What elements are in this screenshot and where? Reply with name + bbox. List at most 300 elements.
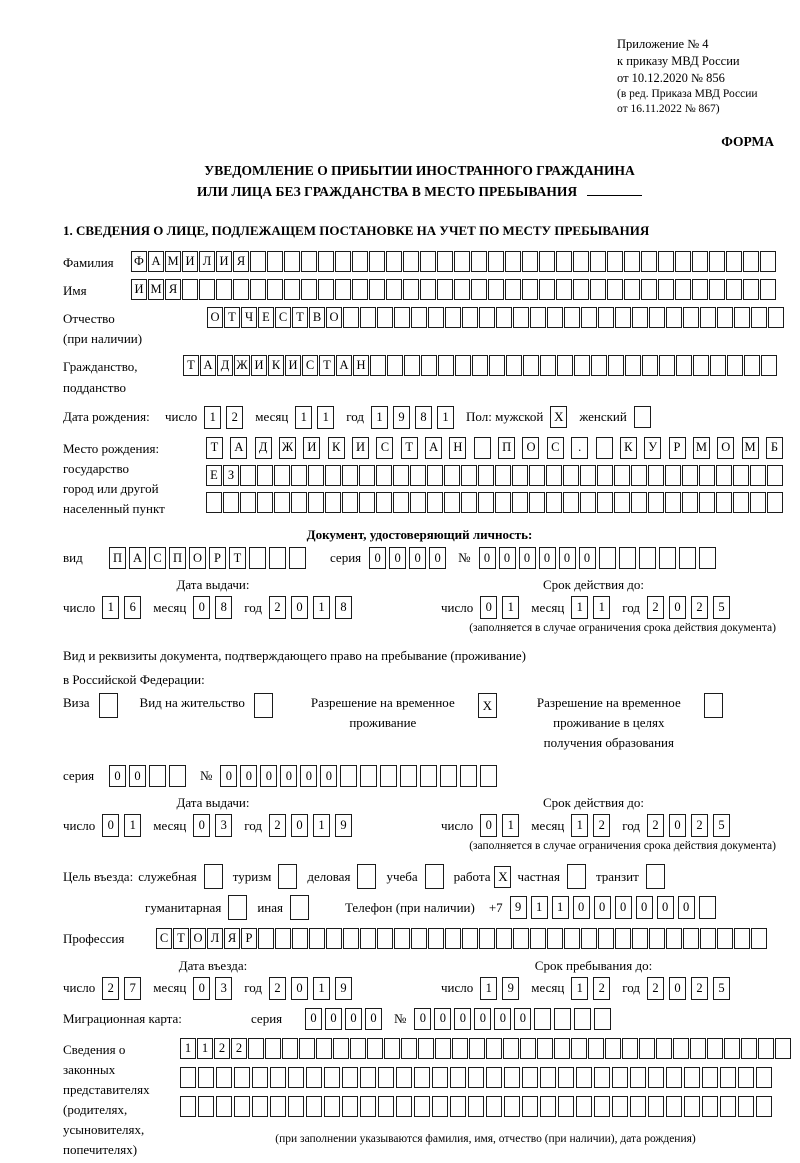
patronymic-cell[interactable] <box>598 307 614 328</box>
surname-cell[interactable] <box>454 251 470 272</box>
id-series-input[interactable] <box>369 547 446 569</box>
birthplace-row1-cell[interactable]: . <box>571 437 588 459</box>
surname-cell[interactable] <box>420 251 436 272</box>
migration-number-cell[interactable]: 0 <box>414 1008 431 1030</box>
birthplace-row3-cell[interactable] <box>733 492 749 513</box>
surname-cell[interactable] <box>539 251 555 272</box>
citizenship-cell[interactable] <box>421 355 437 376</box>
representatives-row2-cell[interactable] <box>612 1067 628 1088</box>
birthplace-row1-cell[interactable]: О <box>522 437 539 459</box>
citizenship-cell[interactable] <box>523 355 539 376</box>
surname-cell[interactable]: И <box>216 251 232 272</box>
patronymic-cell[interactable]: Ч <box>241 307 257 328</box>
profession-cell[interactable]: Р <box>241 928 257 949</box>
representatives-row2-cell[interactable] <box>558 1067 574 1088</box>
citizenship-cell[interactable]: И <box>251 355 267 376</box>
patronymic-cell[interactable] <box>734 307 750 328</box>
residence-valid-day-cell[interactable]: 0 <box>480 814 497 837</box>
citizenship-cell[interactable] <box>744 355 760 376</box>
birthplace-row2-cell[interactable] <box>359 465 375 486</box>
citizenship-cell[interactable]: Н <box>353 355 369 376</box>
migration-number-cell[interactable]: 0 <box>454 1008 471 1030</box>
representatives-row3-cell[interactable] <box>666 1096 682 1117</box>
profession-cell[interactable] <box>377 928 393 949</box>
entry-arrival-month-cell[interactable]: 0 <box>193 977 210 1000</box>
birthplace-row3-cell[interactable] <box>206 492 222 513</box>
birthdate-month-cell[interactable]: 1 <box>317 406 334 429</box>
firstname-cell[interactable] <box>454 279 470 300</box>
patronymic-cell[interactable] <box>513 307 529 328</box>
representatives-row2-cell[interactable] <box>252 1067 268 1088</box>
migration-number-cell[interactable] <box>554 1008 571 1030</box>
id-issue-year-cell[interactable]: 2 <box>269 596 286 619</box>
representatives-row3-cell[interactable] <box>270 1096 286 1117</box>
surname-cell[interactable] <box>658 251 674 272</box>
profession-cell[interactable] <box>717 928 733 949</box>
representatives-row1-cell[interactable] <box>469 1038 485 1059</box>
birthplace-row3-cell[interactable] <box>274 492 290 513</box>
birthplace-row1-cell[interactable]: А <box>425 437 442 459</box>
id-number-cell[interactable] <box>679 547 696 569</box>
patronymic-cell[interactable]: Е <box>258 307 274 328</box>
citizenship-cell[interactable]: Т <box>319 355 335 376</box>
birthdate-day-input[interactable] <box>204 406 243 429</box>
firstname-cell[interactable] <box>182 279 198 300</box>
birthplace-row3-cell[interactable] <box>427 492 443 513</box>
firstname-cell[interactable] <box>573 279 589 300</box>
profession-cell[interactable] <box>547 928 563 949</box>
representatives-row3-cell[interactable] <box>378 1096 394 1117</box>
id-type-cell[interactable] <box>249 547 266 569</box>
representatives-row2-cell[interactable] <box>756 1067 772 1088</box>
citizenship-cell[interactable] <box>693 355 709 376</box>
birthplace-row2-cell[interactable] <box>291 465 307 486</box>
citizenship-cell[interactable] <box>659 355 675 376</box>
residence-number-cell[interactable]: 0 <box>240 765 257 787</box>
id-number-cell[interactable] <box>639 547 656 569</box>
representatives-row1-cell[interactable] <box>758 1038 774 1059</box>
surname-cell[interactable] <box>573 251 589 272</box>
id-number-cell[interactable]: 0 <box>559 547 576 569</box>
residence-valid-year-cell[interactable]: 2 <box>647 814 664 837</box>
birthplace-row3-cell[interactable] <box>529 492 545 513</box>
firstname-cell[interactable] <box>471 279 487 300</box>
residence-number-cell[interactable] <box>480 765 497 787</box>
purpose-opt-inaya-checkbox[interactable] <box>290 895 309 920</box>
surname-cell[interactable]: И <box>182 251 198 272</box>
profession-cell[interactable] <box>666 928 682 949</box>
representatives-row1-cell[interactable]: 2 <box>231 1038 247 1059</box>
id-type-cell[interactable]: О <box>189 547 206 569</box>
representatives-row1-cell[interactable]: 1 <box>180 1038 196 1059</box>
id-issue-day-cell[interactable]: 1 <box>102 596 119 619</box>
entry-arrival-year-cell[interactable]: 1 <box>313 977 330 1000</box>
entry-stay-month-input[interactable] <box>571 977 610 1000</box>
phone-cell[interactable]: 1 <box>531 896 548 919</box>
representatives-row1-cell[interactable] <box>350 1038 366 1059</box>
residence-number-cell[interactable]: 0 <box>260 765 277 787</box>
representatives-row3-cell[interactable] <box>414 1096 430 1117</box>
firstname-cell[interactable] <box>301 279 317 300</box>
profession-cell[interactable] <box>360 928 376 949</box>
birthplace-row1-cell[interactable]: Т <box>401 437 418 459</box>
birthplace-row1-cell[interactable]: Р <box>669 437 686 459</box>
citizenship-cell[interactable] <box>727 355 743 376</box>
representatives-row1-cell[interactable] <box>282 1038 298 1059</box>
surname-cell[interactable] <box>267 251 283 272</box>
birthplace-row3-cell[interactable] <box>478 492 494 513</box>
representatives-row2-cell[interactable] <box>648 1067 664 1088</box>
surname-cell[interactable] <box>318 251 334 272</box>
id-valid-month-cell[interactable]: 1 <box>593 596 610 619</box>
entry-arrival-day-input[interactable] <box>102 977 141 1000</box>
representatives-row3-cell[interactable] <box>504 1096 520 1117</box>
representatives-row3-cell[interactable] <box>198 1096 214 1117</box>
representatives-row1-cell[interactable] <box>639 1038 655 1059</box>
visa-checkbox[interactable] <box>99 693 118 718</box>
citizenship-input[interactable] <box>183 355 777 376</box>
birthplace-row2-cell[interactable] <box>682 465 698 486</box>
surname-cell[interactable]: А <box>148 251 164 272</box>
entry-arrival-day-cell[interactable]: 2 <box>102 977 119 1000</box>
patronymic-cell[interactable]: О <box>207 307 223 328</box>
representatives-row1-cell[interactable] <box>622 1038 638 1059</box>
representatives-row2-cell[interactable] <box>450 1067 466 1088</box>
surname-cell[interactable] <box>284 251 300 272</box>
surname-cell[interactable] <box>641 251 657 272</box>
representatives-row2-cell[interactable] <box>198 1067 214 1088</box>
entry-stay-month-cell[interactable]: 1 <box>571 977 588 1000</box>
vnzh-checkbox[interactable] <box>254 693 273 718</box>
id-issue-year-cell[interactable]: 0 <box>291 596 308 619</box>
profession-cell[interactable] <box>309 928 325 949</box>
patronymic-cell[interactable] <box>564 307 580 328</box>
id-series-cell[interactable]: 0 <box>369 547 386 569</box>
id-series-cell[interactable]: 0 <box>389 547 406 569</box>
patronymic-cell[interactable] <box>666 307 682 328</box>
representatives-row1-cell[interactable] <box>248 1038 264 1059</box>
patronymic-cell[interactable] <box>428 307 444 328</box>
id-type-cell[interactable] <box>289 547 306 569</box>
representatives-row2-cell[interactable] <box>234 1067 250 1088</box>
representatives-row3-cell[interactable] <box>360 1096 376 1117</box>
patronymic-cell[interactable] <box>632 307 648 328</box>
birthdate-year-cell[interactable]: 9 <box>393 406 410 429</box>
birthplace-row3-cell[interactable] <box>223 492 239 513</box>
residence-issue-day-cell[interactable]: 0 <box>102 814 119 837</box>
patronymic-cell[interactable] <box>530 307 546 328</box>
birthplace-row3-cell[interactable] <box>240 492 256 513</box>
entry-arrival-day-cell[interactable]: 7 <box>124 977 141 1000</box>
birthplace-row3-cell[interactable] <box>597 492 613 513</box>
representatives-row1-cell[interactable]: 1 <box>197 1038 213 1059</box>
id-type-cell[interactable]: Т <box>229 547 246 569</box>
profession-cell[interactable] <box>479 928 495 949</box>
representatives-row1-cell[interactable] <box>554 1038 570 1059</box>
purpose-opt-chastnaya-checkbox[interactable] <box>567 864 586 889</box>
citizenship-cell[interactable] <box>387 355 403 376</box>
representatives-row3-cell[interactable] <box>180 1096 196 1117</box>
representatives-row3-cell[interactable] <box>684 1096 700 1117</box>
migration-number-cell[interactable] <box>594 1008 611 1030</box>
birthplace-row2-cell[interactable] <box>614 465 630 486</box>
patronymic-cell[interactable]: О <box>326 307 342 328</box>
surname-cell[interactable] <box>726 251 742 272</box>
birthplace-row3-cell[interactable] <box>444 492 460 513</box>
purpose-opt-tranzit-checkbox[interactable] <box>646 864 665 889</box>
birthdate-year-input[interactable] <box>371 406 454 429</box>
surname-cell[interactable] <box>709 251 725 272</box>
citizenship-cell[interactable] <box>404 355 420 376</box>
surname-cell[interactable] <box>522 251 538 272</box>
birthplace-row3-cell[interactable] <box>376 492 392 513</box>
entry-arrival-year-cell[interactable]: 9 <box>335 977 352 1000</box>
entry-arrival-month-input[interactable] <box>193 977 232 1000</box>
representatives-row3-cell[interactable] <box>612 1096 628 1117</box>
representatives-row3-cell[interactable] <box>576 1096 592 1117</box>
birthdate-day-cell[interactable]: 2 <box>226 406 243 429</box>
citizenship-cell[interactable]: К <box>268 355 284 376</box>
profession-cell[interactable] <box>496 928 512 949</box>
profession-cell[interactable] <box>649 928 665 949</box>
citizenship-cell[interactable] <box>676 355 692 376</box>
citizenship-cell[interactable] <box>574 355 590 376</box>
representatives-row3-cell[interactable] <box>432 1096 448 1117</box>
representatives-row3-cell[interactable] <box>252 1096 268 1117</box>
birthplace-row1-cell[interactable]: Т <box>206 437 223 459</box>
representatives-row1-input[interactable] <box>180 1038 791 1059</box>
firstname-cell[interactable] <box>233 279 249 300</box>
migration-number-cell[interactable]: 0 <box>434 1008 451 1030</box>
firstname-cell[interactable] <box>420 279 436 300</box>
id-number-cell[interactable] <box>599 547 616 569</box>
representatives-row2-cell[interactable] <box>342 1067 358 1088</box>
firstname-cell[interactable] <box>556 279 572 300</box>
birthplace-row1-cell[interactable]: М <box>693 437 710 459</box>
birthplace-row2-cell[interactable] <box>393 465 409 486</box>
firstname-cell[interactable]: Я <box>165 279 181 300</box>
citizenship-cell[interactable] <box>455 355 471 376</box>
firstname-cell[interactable] <box>250 279 266 300</box>
firstname-cell[interactable] <box>386 279 402 300</box>
birthplace-row2-cell[interactable] <box>512 465 528 486</box>
representatives-row2-cell[interactable] <box>432 1067 448 1088</box>
citizenship-cell[interactable] <box>370 355 386 376</box>
surname-cell[interactable]: М <box>165 251 181 272</box>
birthplace-row3-cell[interactable] <box>563 492 579 513</box>
firstname-cell[interactable] <box>352 279 368 300</box>
birthplace-row2-input[interactable] <box>206 465 783 486</box>
phone-cell[interactable]: 0 <box>657 896 674 919</box>
birthplace-row3-cell[interactable] <box>461 492 477 513</box>
residence-valid-month-cell[interactable]: 1 <box>571 814 588 837</box>
birthplace-row3-cell[interactable] <box>767 492 783 513</box>
patronymic-cell[interactable] <box>445 307 461 328</box>
patronymic-cell[interactable]: С <box>275 307 291 328</box>
id-issue-month-cell[interactable]: 8 <box>215 596 232 619</box>
representatives-row3-cell[interactable] <box>234 1096 250 1117</box>
profession-input[interactable] <box>156 928 767 949</box>
representatives-row1-cell[interactable] <box>605 1038 621 1059</box>
birthplace-row3-cell[interactable] <box>682 492 698 513</box>
birthdate-year-cell[interactable]: 8 <box>415 406 432 429</box>
representatives-row1-cell[interactable] <box>656 1038 672 1059</box>
representatives-row3-cell[interactable] <box>630 1096 646 1117</box>
firstname-cell[interactable] <box>505 279 521 300</box>
representatives-row3-cell[interactable] <box>396 1096 412 1117</box>
representatives-row3-cell[interactable] <box>216 1096 232 1117</box>
migration-number-cell[interactable]: 0 <box>514 1008 531 1030</box>
residence-number-cell[interactable]: 0 <box>220 765 237 787</box>
firstname-cell[interactable] <box>267 279 283 300</box>
firstname-cell[interactable]: М <box>148 279 164 300</box>
id-type-input[interactable] <box>109 547 306 569</box>
representatives-row1-cell[interactable] <box>707 1038 723 1059</box>
birthplace-row1-cell[interactable]: К <box>620 437 637 459</box>
residence-number-cell[interactable]: 0 <box>320 765 337 787</box>
entry-stay-year-cell[interactable]: 2 <box>691 977 708 1000</box>
birthplace-row2-cell[interactable] <box>563 465 579 486</box>
representatives-row1-cell[interactable] <box>503 1038 519 1059</box>
citizenship-cell[interactable] <box>710 355 726 376</box>
profession-cell[interactable] <box>411 928 427 949</box>
representatives-row2-cell[interactable] <box>396 1067 412 1088</box>
residence-valid-year-input[interactable] <box>647 814 730 837</box>
entry-stay-year-input[interactable] <box>647 977 730 1000</box>
profession-cell[interactable] <box>445 928 461 949</box>
migration-number-cell[interactable]: 0 <box>474 1008 491 1030</box>
birthplace-row2-cell[interactable] <box>257 465 273 486</box>
firstname-cell[interactable] <box>216 279 232 300</box>
patronymic-cell[interactable] <box>479 307 495 328</box>
surname-cell[interactable] <box>743 251 759 272</box>
surname-cell[interactable] <box>692 251 708 272</box>
purpose-opt-ucheba-checkbox[interactable] <box>425 864 444 889</box>
surname-cell[interactable] <box>607 251 623 272</box>
birthplace-row1-cell[interactable]: И <box>303 437 320 459</box>
residence-number-cell[interactable] <box>360 765 377 787</box>
birthplace-row3-cell[interactable] <box>342 492 358 513</box>
profession-cell[interactable] <box>632 928 648 949</box>
birthplace-row3-cell[interactable] <box>393 492 409 513</box>
birthplace-row3-cell[interactable] <box>614 492 630 513</box>
birthplace-row3-cell[interactable] <box>631 492 647 513</box>
patronymic-cell[interactable] <box>768 307 784 328</box>
firstname-input[interactable] <box>131 279 776 300</box>
representatives-row2-cell[interactable] <box>702 1067 718 1088</box>
surname-cell[interactable] <box>488 251 504 272</box>
profession-cell[interactable]: Л <box>207 928 223 949</box>
id-type-cell[interactable]: П <box>169 547 186 569</box>
firstname-cell[interactable] <box>403 279 419 300</box>
birthplace-row2-cell[interactable] <box>733 465 749 486</box>
surname-cell[interactable] <box>369 251 385 272</box>
representatives-row2-cell[interactable] <box>414 1067 430 1088</box>
patronymic-cell[interactable]: Т <box>292 307 308 328</box>
birthplace-row2-cell[interactable] <box>240 465 256 486</box>
patronymic-cell[interactable] <box>377 307 393 328</box>
profession-cell[interactable] <box>581 928 597 949</box>
citizenship-cell[interactable]: А <box>336 355 352 376</box>
profession-cell[interactable]: Т <box>173 928 189 949</box>
residence-number-cell[interactable] <box>440 765 457 787</box>
birthplace-row2-cell[interactable] <box>767 465 783 486</box>
surname-input[interactable] <box>131 251 776 272</box>
id-issue-day-input[interactable] <box>102 596 141 619</box>
citizenship-cell[interactable] <box>472 355 488 376</box>
birthplace-row1-cell[interactable]: И <box>352 437 369 459</box>
representatives-row3-cell[interactable] <box>288 1096 304 1117</box>
patronymic-cell[interactable]: В <box>309 307 325 328</box>
representatives-row3-cell[interactable] <box>720 1096 736 1117</box>
representatives-row2-cell[interactable] <box>288 1067 304 1088</box>
migration-number-cell[interactable]: 0 <box>494 1008 511 1030</box>
birthplace-row1-cell[interactable]: Д <box>255 437 272 459</box>
citizenship-cell[interactable] <box>761 355 777 376</box>
residence-valid-year-cell[interactable]: 2 <box>691 814 708 837</box>
birthplace-row2-cell[interactable] <box>580 465 596 486</box>
patronymic-cell[interactable] <box>751 307 767 328</box>
entry-stay-day-cell[interactable]: 9 <box>502 977 519 1000</box>
firstname-cell[interactable] <box>726 279 742 300</box>
id-issue-year-cell[interactable]: 8 <box>335 596 352 619</box>
id-series-cell[interactable]: 0 <box>429 547 446 569</box>
firstname-cell[interactable] <box>318 279 334 300</box>
residence-valid-year-cell[interactable]: 5 <box>713 814 730 837</box>
firstname-cell[interactable] <box>607 279 623 300</box>
entry-arrival-year-cell[interactable]: 2 <box>269 977 286 1000</box>
representatives-row2-cell[interactable] <box>378 1067 394 1088</box>
surname-cell[interactable] <box>250 251 266 272</box>
profession-cell[interactable]: С <box>156 928 172 949</box>
patronymic-cell[interactable] <box>683 307 699 328</box>
id-number-cell[interactable] <box>659 547 676 569</box>
birthplace-row2-cell[interactable] <box>274 465 290 486</box>
purpose-opt-sluzhebnaya-checkbox[interactable] <box>204 864 223 889</box>
representatives-row1-cell[interactable] <box>571 1038 587 1059</box>
firstname-cell[interactable] <box>709 279 725 300</box>
representatives-row2-cell[interactable] <box>504 1067 520 1088</box>
representatives-row2-cell[interactable] <box>468 1067 484 1088</box>
id-series-cell[interactable]: 0 <box>409 547 426 569</box>
profession-cell[interactable] <box>751 928 767 949</box>
purpose-opt-delovaya-checkbox[interactable] <box>357 864 376 889</box>
firstname-cell[interactable] <box>437 279 453 300</box>
patronymic-cell[interactable] <box>394 307 410 328</box>
surname-cell[interactable] <box>403 251 419 272</box>
profession-cell[interactable] <box>615 928 631 949</box>
birthplace-row2-cell[interactable] <box>461 465 477 486</box>
birthplace-row2-cell[interactable] <box>529 465 545 486</box>
profession-cell[interactable]: Я <box>224 928 240 949</box>
representatives-row3-cell[interactable] <box>702 1096 718 1117</box>
representatives-row2-cell[interactable] <box>594 1067 610 1088</box>
birthplace-row3-cell[interactable] <box>648 492 664 513</box>
profession-cell[interactable] <box>326 928 342 949</box>
representatives-row1-cell[interactable] <box>452 1038 468 1059</box>
residence-valid-day-cell[interactable]: 1 <box>502 814 519 837</box>
entry-stay-month-cell[interactable]: 2 <box>593 977 610 1000</box>
birthdate-month-cell[interactable]: 1 <box>295 406 312 429</box>
phone-cell[interactable]: 1 <box>552 896 569 919</box>
representatives-row2-cell[interactable] <box>666 1067 682 1088</box>
firstname-cell[interactable] <box>539 279 555 300</box>
patronymic-cell[interactable] <box>700 307 716 328</box>
residence-issue-year-cell[interactable]: 2 <box>269 814 286 837</box>
citizenship-cell[interactable] <box>540 355 556 376</box>
birthplace-row3-cell[interactable] <box>257 492 273 513</box>
representatives-row2-cell[interactable] <box>720 1067 736 1088</box>
